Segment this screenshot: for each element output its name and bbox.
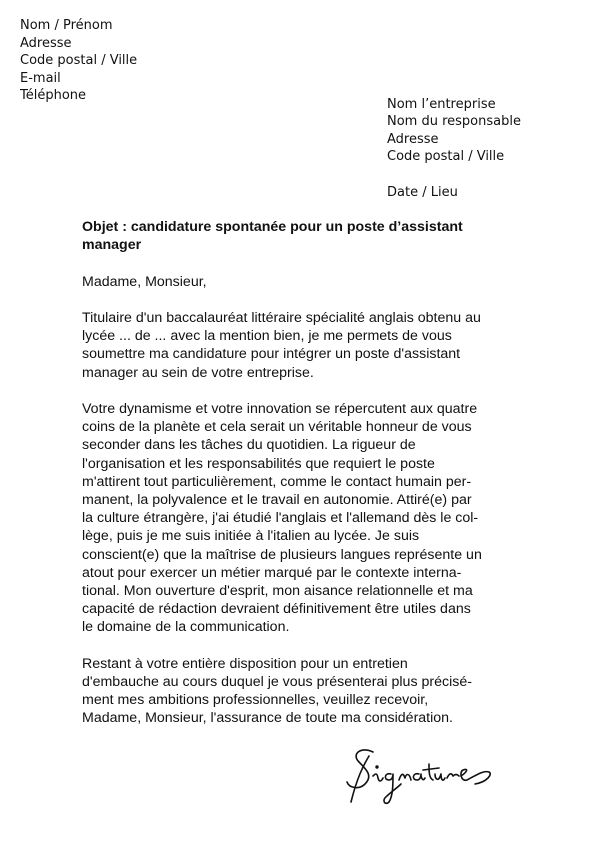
recipient-block <box>387 96 521 201</box>
date-place: Date / Lieu <box>387 184 458 200</box>
subject-line-1: Objet : candidature spontanée pour un poste d’assistant <box>82 219 463 235</box>
text-line: capacité de rédaction devraient définitivement être utiles dans <box>82 601 471 618</box>
text-line: soumettre ma candidature pour intégrer un poste d'assistant <box>82 346 461 363</box>
handwritten-signature <box>343 744 493 814</box>
text-line: la culture étrangère, j'ai étudié l'anglais et l'allemand dès le col- <box>82 510 479 527</box>
text-line: d'embauche au cours duquel je vous présenterai plus précisé- <box>82 674 472 691</box>
signature-icon <box>343 744 493 814</box>
paragraph-intro <box>82 309 522 382</box>
sender-email: E-mail <box>20 70 61 86</box>
text-line: lège, puis je me suis initiée à l'italien au lycée. Je suis <box>82 528 420 545</box>
recipient-address: Adresse <box>387 131 439 147</box>
letter-body <box>82 218 522 728</box>
text-line: Votre dynamisme et votre innovation se répercutent aux quatre <box>82 400 478 417</box>
text-line: seconder dans les tâches du quotidien. La rigueur de <box>82 437 416 454</box>
subject-line-2: manager <box>82 237 142 254</box>
text-line: manager au sein de votre entreprise. <box>82 364 314 381</box>
recipient-manager: Nom du responsable <box>387 114 521 130</box>
text-line: coins de la planète et cela serait un véritable honneur de vous <box>82 419 472 436</box>
text-line: m'attirent tout particulièrement, comme le contact humain per- <box>82 473 472 490</box>
text-line: atout pour exercer un métier marqué par le contexte interna- <box>82 564 462 581</box>
text-line: Madame, Monsieur, l'assurance de toute ma considération. <box>82 710 453 727</box>
text-line: l'organisation et les responsabilités que requiert le poste <box>82 455 435 472</box>
text-line: tional. Mon ouverture d'esprit, mon aisance relationnelle et ma <box>82 583 473 600</box>
greeting: Madame, Monsieur, <box>82 273 207 290</box>
recipient-company: Nom l’entreprise <box>387 97 496 112</box>
sender-name: Nom / Prénom <box>20 18 113 33</box>
text-line: Restant à votre entière disposition pour un entretien <box>82 655 408 672</box>
recipient-postal-city: Code postal / Ville <box>387 149 505 165</box>
text-line: conscient(e) que la maîtrise de plusieurs langues représente un <box>82 546 482 563</box>
text-line: lycée ... de ... avec la mention bien, je me permets de vous <box>82 328 452 345</box>
paragraph-motivation <box>82 400 522 637</box>
sender-phone: Téléphone <box>20 88 87 104</box>
sender-postal-city: Code postal / Ville <box>20 53 138 69</box>
paragraph-closing <box>82 655 522 728</box>
sender-block <box>20 17 137 105</box>
text-line: le domaine de la communication. <box>82 619 290 636</box>
text-line: manent, la polyvalence et le travail en autonomie. Attiré(e) par <box>82 492 472 508</box>
sender-address: Adresse <box>20 35 72 51</box>
text-line: ment mes ambitions professionnelles, veuillez recevoir, <box>82 692 429 709</box>
text-line: Titulaire d'un baccalauréat littéraire spécialité anglais obtenu au <box>82 309 481 326</box>
subject-line <box>82 218 522 254</box>
